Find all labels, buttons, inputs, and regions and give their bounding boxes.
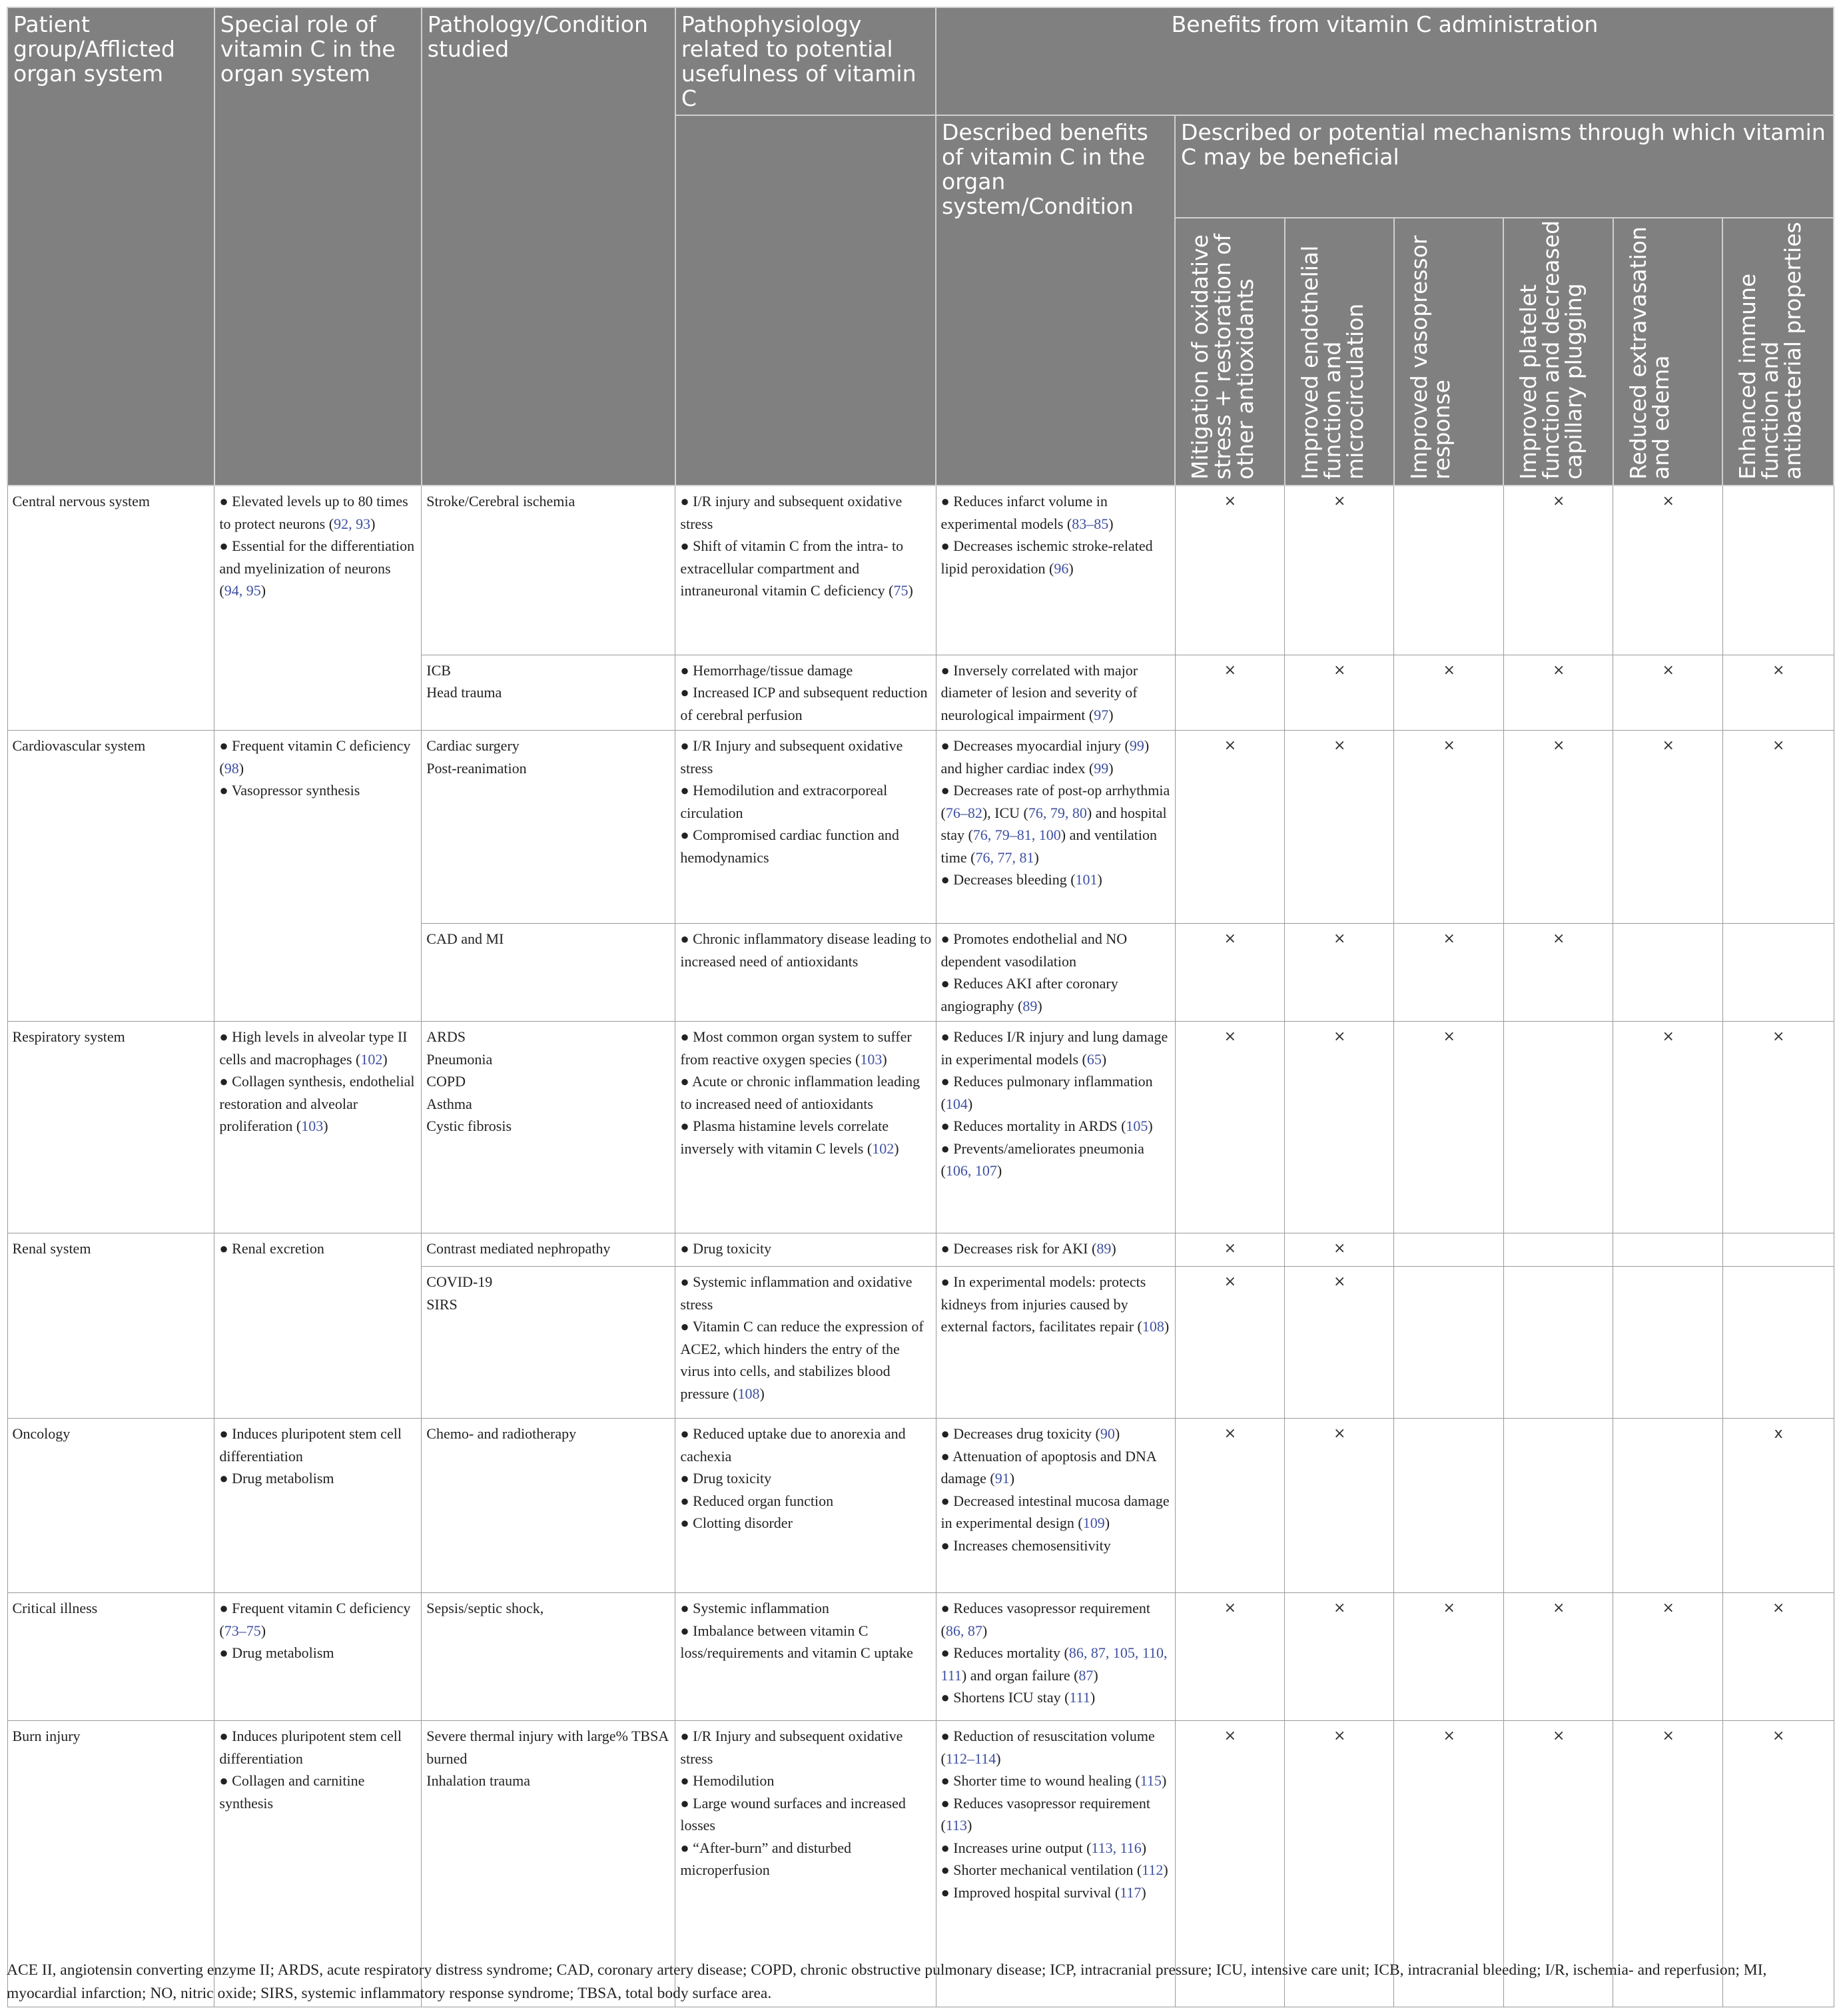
pathology-cell bbox=[422, 1593, 675, 1721]
mechanism-mark: × bbox=[1613, 731, 1722, 924]
pathophysiology-cell bbox=[675, 655, 936, 731]
citation-ref[interactable]: 113, 116 bbox=[1091, 1839, 1142, 1856]
pathology-line: ICB bbox=[426, 661, 451, 679]
mechanism-mark bbox=[1613, 1419, 1722, 1593]
mechanism-mark: × bbox=[1175, 655, 1284, 731]
pathophysiology-cell bbox=[675, 1022, 936, 1233]
described-benefits-cell bbox=[936, 1593, 1175, 1721]
special-role-cell bbox=[214, 486, 422, 731]
pathology-line: COVID-19 bbox=[426, 1273, 493, 1290]
mechanism-mark: × bbox=[1722, 1593, 1834, 1721]
special-role-line: ● Collagen synthesis, endothelial restoration and alveolar proliferation (103) bbox=[219, 1073, 415, 1134]
described-benefits-line: ● Decreases rate of post-op arrhythmia (76–82), ICU (76, 79, 80) and hospital stay (76, 79–81, 100) and ventilation time (76, 77, 81) bbox=[940, 782, 1170, 866]
pathophysiology-cell bbox=[675, 731, 936, 924]
mechanism-mark: × bbox=[1175, 1267, 1284, 1419]
described-benefits-line: ● Shorter mechanical ventilation (112) bbox=[940, 1861, 1168, 1878]
pathology-line: Pneumonia bbox=[426, 1050, 493, 1068]
mechanism-mark: × bbox=[1503, 731, 1613, 924]
pathophysiology-line: ● Drug toxicity bbox=[680, 1240, 772, 1257]
mechanism-mark: × bbox=[1613, 1022, 1722, 1233]
pathophysiology-line: ● “After-burn” and disturbed microperfusion bbox=[680, 1839, 851, 1878]
pathology-line: Sepsis/septic shock, bbox=[426, 1600, 544, 1616]
described-benefits-line: ● Prevents/ameliorates pneumonia (106, 107) bbox=[940, 1140, 1144, 1179]
pathology-line: ARDS bbox=[426, 1028, 466, 1045]
mechanism-mark: x bbox=[1722, 1419, 1834, 1593]
citation-ref[interactable]: 92, 93 bbox=[334, 515, 371, 532]
mechanism-mark: × bbox=[1722, 655, 1834, 731]
pathology-line: COPD bbox=[426, 1073, 466, 1090]
table-row bbox=[7, 1233, 1834, 1267]
citation-ref[interactable]: 115 bbox=[1140, 1772, 1162, 1789]
described-benefits-line: ● Reduces mortality in ARDS (105) bbox=[940, 1118, 1153, 1134]
table-row bbox=[7, 1593, 1834, 1721]
mechanism-mark bbox=[1394, 1267, 1503, 1419]
pathology-line: Cardiac surgery bbox=[426, 737, 520, 754]
pathology-line: Cystic fibrosis bbox=[426, 1118, 512, 1134]
described-benefits-cell bbox=[936, 924, 1175, 1022]
described-benefits-line: ● Attenuation of apoptosis and DNA damage (91) bbox=[940, 1447, 1156, 1487]
table-footnote: ACE II, angiotensin converting enzyme II; ARDS, acute respiratory distress syndrome; CAD, coronary artery disease; COPD, chronic obstructive pulmonary disease; ICP, intracranial pressure; ICU, intensive care unit; ICB, intracranial bleeding; I/R, ischemia- and reperfusion; MI, myocardial infarction; NO, nitric oxide; SIRS, systemic inflammatory response syndrome; TBSA, total body surface area. bbox=[7, 1961, 1767, 2002]
mechanism-mark: × bbox=[1285, 1267, 1394, 1419]
pathophysiology-line: ● Chronic inflammatory disease leading to increased need of antioxidants bbox=[680, 930, 932, 970]
pathophysiology-line: ● Hemorrhage/tissue damage bbox=[680, 661, 853, 679]
special-role-cell bbox=[214, 1233, 422, 1419]
described-benefits-line: ● Increases chemosensitivity bbox=[940, 1536, 1111, 1554]
mechanism-mark bbox=[1613, 1233, 1722, 1267]
mechanism-mark: × bbox=[1285, 1721, 1394, 2007]
special-role-line: ● Collagen and carnitine synthesis bbox=[219, 1772, 365, 1812]
special-role-line: ● Renal excretion bbox=[219, 1240, 324, 1257]
pathophysiology-cell bbox=[675, 1233, 936, 1267]
mechanism-mark: × bbox=[1503, 1721, 1613, 2007]
special-role-line: ● Drug metabolism bbox=[219, 1470, 334, 1487]
described-benefits-line: ● Improved hospital survival (117) bbox=[940, 1883, 1146, 1901]
pathology-line: Post-reanimation bbox=[426, 759, 527, 777]
mechanism-mark: × bbox=[1285, 1419, 1394, 1593]
mechanism-mark bbox=[1722, 924, 1834, 1022]
special-role-line: ● High levels in alveolar type II cells and macrophages (102) bbox=[219, 1028, 408, 1068]
pathophysiology-line: ● I/R Injury and subsequent oxidative stress bbox=[680, 737, 903, 777]
citation-ref[interactable]: 76, 77, 81 bbox=[975, 848, 1034, 866]
pathology-cell bbox=[422, 1233, 675, 1267]
citation-ref[interactable]: 103 bbox=[301, 1118, 324, 1134]
pathophysiology-cell bbox=[675, 1419, 936, 1593]
mechanism-mark: × bbox=[1175, 731, 1284, 924]
citation-ref[interactable]: 90 bbox=[1100, 1425, 1115, 1442]
mechanism-mark: × bbox=[1175, 1419, 1284, 1593]
mechanism-mark: × bbox=[1394, 1022, 1503, 1233]
described-benefits-cell bbox=[936, 1267, 1175, 1419]
citation-ref[interactable]: 111 bbox=[1069, 1689, 1090, 1706]
organ-system-cell: Cardiovascular system bbox=[7, 731, 214, 1022]
citation-ref[interactable]: 83–85 bbox=[1072, 515, 1109, 532]
header-pathophysiology-empty bbox=[675, 115, 936, 486]
table-header bbox=[7, 7, 1834, 486]
organ-system-cell: Central nervous system bbox=[7, 486, 214, 731]
described-benefits-line: ● In experimental models: protects kidneys from injuries caused by external factors, facilitates repair (108) bbox=[940, 1273, 1170, 1335]
pathophysiology-cell bbox=[675, 1593, 936, 1721]
pathophysiology-line: ● Vitamin C can reduce the expression of ACE2, which hinders the entry of the virus into cells, and stabilizes blood pressure (108) bbox=[680, 1318, 924, 1402]
pathology-line: Stroke/Cerebral ischemia bbox=[426, 493, 575, 509]
described-benefits-cell bbox=[936, 1233, 1175, 1267]
header-described-benefits: Described benefits of vitamin C in the organ system/Condition bbox=[936, 115, 1175, 486]
pathophysiology-cell bbox=[675, 924, 936, 1022]
described-benefits-line: ● Reduces vasopressor requirement (86, 87) bbox=[940, 1600, 1150, 1639]
citation-ref[interactable]: 75 bbox=[893, 582, 909, 599]
described-benefits-line: ● Decreases myocardial injury (99) and higher cardiac index (99) bbox=[940, 737, 1150, 777]
described-benefits-line: ● Increases urine output (113, 116) bbox=[940, 1839, 1147, 1856]
citation-ref[interactable]: 105 bbox=[1126, 1118, 1148, 1134]
pathology-cell bbox=[422, 486, 675, 655]
pathophysiology-line: ● Compromised cardiac function and hemodynamics bbox=[680, 827, 899, 866]
mechanism-mark: × bbox=[1285, 1593, 1394, 1721]
special-role-line: ● Essential for the differentiation and myelinization of neurons (94, 95) bbox=[219, 537, 415, 599]
citation-ref[interactable]: 108 bbox=[1142, 1318, 1164, 1335]
mechanism-mark: × bbox=[1175, 924, 1284, 1022]
described-benefits-line: ● Shortens ICU stay (111) bbox=[940, 1689, 1096, 1706]
header-mech-vasopressor: Improved vasopressor response bbox=[1394, 218, 1503, 486]
pathophysiology-cell bbox=[675, 1267, 936, 1419]
mechanism-mark bbox=[1722, 1233, 1834, 1267]
mechanism-mark bbox=[1394, 1419, 1503, 1593]
described-benefits-line: ● Shorter time to wound healing (115) bbox=[940, 1772, 1167, 1789]
citation-ref[interactable]: 87 bbox=[1078, 1666, 1094, 1684]
mechanism-mark: × bbox=[1613, 1721, 1722, 2007]
pathology-line: Chemo- and radiotherapy bbox=[426, 1425, 577, 1442]
header-pathology: Pathology/Condition studied bbox=[422, 7, 675, 486]
citation-ref[interactable]: 112 bbox=[1142, 1861, 1164, 1878]
special-role-line: ● Drug metabolism bbox=[219, 1644, 334, 1661]
pathophysiology-line: ● Acute or chronic inflammation leading to increased need of antioxidants bbox=[680, 1073, 920, 1112]
special-role-cell bbox=[214, 1419, 422, 1593]
citation-ref[interactable]: 73–75 bbox=[224, 1622, 261, 1639]
mechanism-mark: × bbox=[1175, 1022, 1284, 1233]
organ-system-cell: Oncology bbox=[7, 1419, 214, 1593]
pathology-cell bbox=[422, 1022, 675, 1233]
pathophysiology-line: ● Drug toxicity bbox=[680, 1470, 772, 1487]
mechanism-mark: × bbox=[1394, 1593, 1503, 1721]
described-benefits-line: ● Reduces mortality (86, 87, 105, 110, 111) and organ failure (87) bbox=[940, 1644, 1168, 1684]
mechanism-mark: × bbox=[1394, 655, 1503, 731]
citation-ref[interactable]: 86, 87 bbox=[945, 1622, 982, 1639]
described-benefits-line: ● Reduces infarct volume in experimental models (83–85) bbox=[940, 493, 1114, 532]
organ-system-cell: Critical illness bbox=[7, 1593, 214, 1721]
mechanism-mark bbox=[1722, 486, 1834, 655]
pathophysiology-line: ● Imbalance between vitamin C loss/requirements and vitamin C uptake bbox=[680, 1622, 913, 1661]
mechanism-mark: × bbox=[1175, 1721, 1284, 2007]
mechanism-mark: × bbox=[1285, 731, 1394, 924]
mechanism-mark: × bbox=[1394, 731, 1503, 924]
mechanism-mark: × bbox=[1175, 486, 1284, 655]
mechanism-mark: × bbox=[1722, 1721, 1834, 2007]
citation-ref[interactable]: 104 bbox=[945, 1095, 968, 1112]
citation-ref[interactable]: 113 bbox=[945, 1817, 968, 1834]
special-role-cell bbox=[214, 1593, 422, 1721]
organ-system-cell: Burn injury bbox=[7, 1721, 214, 2007]
described-benefits-line: ● Reduces AKI after coronary angiography (89) bbox=[940, 975, 1118, 1014]
citation-ref[interactable]: 102 bbox=[872, 1140, 895, 1157]
header-patient-group: Patient group/Afflicted organ system bbox=[7, 7, 214, 486]
citation-ref[interactable]: 117 bbox=[1120, 1883, 1142, 1901]
mechanism-mark: × bbox=[1285, 1233, 1394, 1267]
pathology-line: CAD and MI bbox=[426, 930, 504, 947]
citation-ref[interactable]: 108 bbox=[737, 1385, 760, 1402]
mechanism-mark bbox=[1613, 924, 1722, 1022]
pathophysiology-line: ● Systemic inflammation bbox=[680, 1600, 829, 1616]
citation-ref[interactable]: 106, 107 bbox=[945, 1162, 997, 1179]
header-mech-extravasation: Reduced extravasation and edema bbox=[1613, 218, 1722, 486]
header-mech-oxidative: Mitigation of oxidative stress + restoration of other antioxidants bbox=[1175, 218, 1284, 486]
pathophysiology-line: ● Reduced uptake due to anorexia and cachexia bbox=[680, 1425, 906, 1465]
citation-ref[interactable]: 76, 79–81, 100 bbox=[972, 827, 1061, 843]
described-benefits-cell bbox=[936, 486, 1175, 655]
mechanism-mark: × bbox=[1613, 655, 1722, 731]
described-benefits-line: ● Decreases bleeding (101) bbox=[940, 871, 1102, 888]
mechanism-mark bbox=[1503, 1233, 1613, 1267]
table-body bbox=[7, 486, 1834, 2007]
mechanism-mark bbox=[1503, 1022, 1613, 1233]
mechanism-mark: × bbox=[1394, 1721, 1503, 2007]
mechanism-mark bbox=[1503, 1267, 1613, 1419]
mechanism-mark: × bbox=[1285, 486, 1394, 655]
described-benefits-line: ● Reduction of resuscitation volume (112–114) bbox=[940, 1728, 1155, 1767]
citation-ref[interactable]: 102 bbox=[360, 1050, 383, 1068]
pathophysiology-line: ● I/R injury and subsequent oxidative stress bbox=[680, 493, 903, 532]
mechanism-mark: × bbox=[1285, 924, 1394, 1022]
pathology-cell bbox=[422, 1419, 675, 1593]
pathophysiology-line: ● Systemic inflammation and oxidative stress bbox=[680, 1273, 913, 1313]
citation-ref[interactable]: 91 bbox=[994, 1470, 1010, 1487]
pathophysiology-line: ● Reduced organ function bbox=[680, 1492, 834, 1509]
described-benefits-line: ● Promotes endothelial and NO dependent vasodilation bbox=[940, 930, 1128, 970]
pathophysiology-line: ● Shift of vitamin C from the intra- to extracellular compartment and intraneuronal vitamin C deficiency (75) bbox=[680, 537, 913, 599]
pathology-line: Contrast mediated nephropathy bbox=[426, 1240, 611, 1257]
citation-ref[interactable]: 89 bbox=[1022, 997, 1038, 1014]
pathology-line: Head trauma bbox=[426, 684, 502, 701]
mechanism-mark: × bbox=[1175, 1593, 1284, 1721]
citation-ref[interactable]: 65 bbox=[1086, 1050, 1102, 1068]
pathology-line: Inhalation trauma bbox=[426, 1772, 531, 1789]
described-benefits-cell bbox=[936, 731, 1175, 924]
pathophysiology-line: ● Most common organ system to suffer from reactive oxygen species (103) bbox=[680, 1028, 912, 1068]
described-benefits-line: ● Decreases drug toxicity (90) bbox=[940, 1425, 1120, 1442]
described-benefits-line: ● Inversely correlated with major diameter of lesion and severity of neurological impairment (97) bbox=[940, 661, 1138, 723]
described-benefits-cell bbox=[936, 655, 1175, 731]
described-benefits-line: ● Decreases risk for AKI (89) bbox=[940, 1240, 1116, 1257]
described-benefits-line: ● Reduces pulmonary inflammation (104) bbox=[940, 1073, 1153, 1112]
table-row bbox=[7, 486, 1834, 655]
header-mech-endothelial: Improved endothelial function and microcirculation bbox=[1285, 218, 1394, 486]
pathology-cell bbox=[422, 731, 675, 924]
pathophysiology-line: ● I/R Injury and subsequent oxidative stress bbox=[680, 1728, 903, 1767]
mechanism-mark bbox=[1722, 1267, 1834, 1419]
described-benefits-line: ● Decreases ischemic stroke-related lipid peroxidation (96) bbox=[940, 537, 1153, 577]
header-mech-platelet: Improved platelet function and decreased capillary plugging bbox=[1503, 218, 1613, 486]
organ-system-cell: Renal system bbox=[7, 1233, 214, 1419]
citation-ref[interactable]: 103 bbox=[860, 1050, 883, 1068]
citation-ref[interactable]: 99 bbox=[1094, 759, 1109, 777]
pathophysiology-line: ● Increased ICP and subsequent reduction of cerebral perfusion bbox=[680, 684, 928, 723]
pathophysiology-cell bbox=[675, 486, 936, 655]
citation-ref[interactable]: 112–114 bbox=[945, 1750, 996, 1767]
mechanism-mark bbox=[1394, 1233, 1503, 1267]
special-role-line: ● Vasopressor synthesis bbox=[219, 782, 360, 799]
citation-ref[interactable]: 97 bbox=[1094, 706, 1109, 723]
table-container bbox=[7, 7, 1834, 2007]
pathophysiology-line: ● Large wound surfaces and increased losses bbox=[680, 1794, 906, 1834]
citation-ref[interactable]: 89 bbox=[1096, 1240, 1112, 1257]
mechanism-mark: × bbox=[1613, 486, 1722, 655]
pathophysiology-line: ● Hemodilution bbox=[680, 1772, 775, 1789]
special-role-cell bbox=[214, 1022, 422, 1233]
mechanism-mark: × bbox=[1285, 655, 1394, 731]
header-mech-immune: Enhanced immune function and antibacterial properties bbox=[1722, 218, 1834, 486]
citation-ref[interactable]: 94, 95 bbox=[224, 582, 261, 599]
special-role-line: ● Induces pluripotent stem cell differentiation bbox=[219, 1728, 402, 1767]
mechanism-mark bbox=[1394, 486, 1503, 655]
described-benefits-line: ● Decreased intestinal mucosa damage in experimental design (109) bbox=[940, 1492, 1170, 1531]
citation-ref[interactable]: 99 bbox=[1129, 737, 1144, 754]
pathology-line: Severe thermal injury with large% TBSA burned bbox=[426, 1728, 669, 1767]
table-row bbox=[7, 1022, 1834, 1233]
pathology-cell bbox=[422, 1267, 675, 1419]
mechanism-mark: × bbox=[1722, 1022, 1834, 1233]
pathology-line: SIRS bbox=[426, 1295, 458, 1313]
pathology-cell bbox=[422, 924, 675, 1022]
citation-ref[interactable]: 76–82 bbox=[945, 804, 982, 821]
mechanism-mark: × bbox=[1503, 1593, 1613, 1721]
pathophysiology-line: ● Clotting disorder bbox=[680, 1514, 793, 1531]
described-benefits-cell bbox=[936, 1022, 1175, 1233]
citation-ref[interactable]: 101 bbox=[1075, 871, 1098, 888]
special-role-cell bbox=[214, 731, 422, 1022]
header-mechanisms: Described or potential mechanisms through which vitamin C may be beneficial bbox=[1175, 115, 1834, 218]
special-role-line: ● Elevated levels up to 80 times to protect neurons (92, 93) bbox=[219, 493, 408, 532]
mechanism-mark: × bbox=[1285, 1022, 1394, 1233]
citation-ref[interactable]: 76, 79, 80 bbox=[1028, 804, 1087, 821]
citation-ref[interactable]: 98 bbox=[224, 759, 239, 777]
citation-ref[interactable]: 86, 87, 105, 110, 111 bbox=[940, 1644, 1168, 1684]
vitamin-c-table bbox=[7, 7, 1834, 2007]
table-row bbox=[7, 1419, 1834, 1593]
special-role-line: ● Induces pluripotent stem cell differentiation bbox=[219, 1425, 402, 1465]
mechanism-mark bbox=[1613, 1267, 1722, 1419]
mechanism-mark: × bbox=[1613, 1593, 1722, 1721]
pathology-line: Asthma bbox=[426, 1095, 472, 1112]
pathology-cell bbox=[422, 655, 675, 731]
mechanism-mark: × bbox=[1175, 1233, 1284, 1267]
mechanism-mark: × bbox=[1503, 655, 1613, 731]
citation-ref[interactable]: 96 bbox=[1054, 559, 1069, 577]
special-role-line: ● Frequent vitamin C deficiency (98) bbox=[219, 737, 411, 777]
organ-system-cell: Respiratory system bbox=[7, 1022, 214, 1233]
mechanism-mark: × bbox=[1394, 924, 1503, 1022]
mechanism-mark: × bbox=[1722, 731, 1834, 924]
header-benefits: Benefits from vitamin C administration bbox=[936, 7, 1834, 115]
mechanism-mark: × bbox=[1503, 924, 1613, 1022]
citation-ref[interactable]: 109 bbox=[1082, 1514, 1105, 1531]
pathophysiology-line: ● Hemodilution and extracorporeal circulation bbox=[680, 782, 888, 821]
table-row bbox=[7, 731, 1834, 924]
pathophysiology-line: ● Plasma histamine levels correlate inversely with vitamin C levels (102) bbox=[680, 1118, 899, 1157]
described-benefits-line: ● Reduces vasopressor requirement (113) bbox=[940, 1794, 1150, 1834]
special-role-line: ● Frequent vitamin C deficiency (73–75) bbox=[219, 1600, 411, 1639]
mechanism-mark bbox=[1503, 1419, 1613, 1593]
mechanism-mark: × bbox=[1503, 486, 1613, 655]
described-benefits-cell bbox=[936, 1419, 1175, 1593]
header-special-role: Special role of vitamin C in the organ system bbox=[214, 7, 422, 486]
header-pathophysiology: Pathophysiology related to potential usefulness of vitamin C bbox=[675, 7, 936, 115]
described-benefits-line: ● Reduces I/R injury and lung damage in experimental models (65) bbox=[940, 1028, 1168, 1068]
